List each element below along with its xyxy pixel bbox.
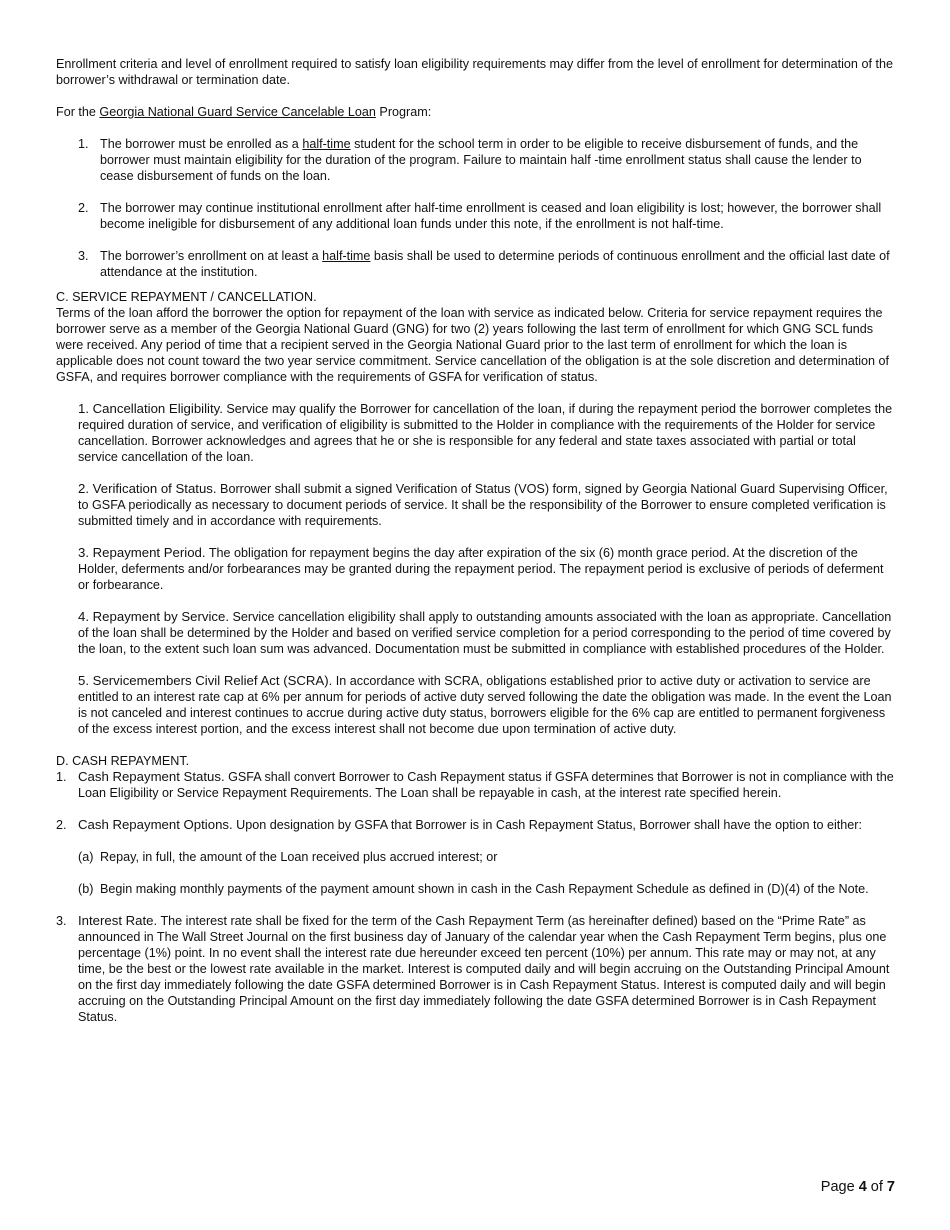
list-item: 1. Cancellation Eligibility. Service may qualify the Borrower for cancellation of the loan, if during the repayment period the borrower completes the required duration of service, and verification of eligibility is submitted to the Holder in compliance with the requirements of the Holder for service cancellation. Borrower acknowledges and agrees that he or she is responsible for any federal and state taxes associated with partial or total service cancellation of the loan. — [78, 401, 893, 464]
list-item: 4. Repayment by Service. Service cancellation eligibility shall apply to outstanding amounts associated with the loan as appropriate. Cancellation of the loan shall be determined by the Holder and based on verified service completion for a period corresponding to the period of time covered by the loan, to the extent such loan sum was advanced. Documentation must be submitted in compliance with established procedures of the Holder. — [78, 609, 892, 656]
list-item: 3. Repayment Period. The obligation for repayment begins the day after expiration of the six (6) month grace period. At the discretion of the Holder, deferments and/or forbearances may be granted during the repayment period. The repayment period is exclusive of periods of deferment or forbearance. — [78, 545, 884, 592]
program-name: Georgia National Guard Service Cancelable Loan — [99, 105, 376, 119]
list-item: 2. Verification of Status. Borrower shall submit a signed Verification of Status (VOS) form, signed by Georgia National Guard Supervising Officer, to GSFA periodically as necessary to document periods of service. It shall be the responsibility of the Borrower to ensure completed verification is submitted timely and in accordance with requirements. — [78, 481, 888, 528]
section-d-heading: D. CASH REPAYMENT. — [56, 754, 190, 768]
section-c-body: Terms of the loan afford the borrower the option for repayment of the loan with service as indicated below. Criteria for service repayment requires the borrower serve as a member of the Georgia National Guard (GNG) for two (2) years following the last term of enrollment for which GNG SCL funds were received. Any period of time that a recipient served in the Georgia National Guard prior to the last term of enrollment for which the loan is applicable does not count toward the two year service commitment. Service cancellation of the obligation is at the sole discretion and determination of GSFA, and requires borrower compliance with the requirements of GSFA for verification of status. — [56, 306, 890, 384]
list-item: 1. The borrower must be enrolled as a half-time student for the school term in order to be eligible to receive disbursement of funds, and the borrower must maintain eligibility for the duration of the program. Failure to maintain half -time enrollment status shall cause the lender to cease disbursement of funds on the loan. — [78, 137, 862, 183]
page-number: Page 4 of 7 — [820, 1179, 895, 1195]
list-item: 2. Cash Repayment Options. Upon designation by GSFA that Borrower is in Cash Repayment Status, Borrower shall have the option to either: — [56, 817, 862, 832]
list-item: 3. Interest Rate. The interest rate shall be fixed for the term of the Cash Repayment Term (as hereinafter defined) based on the “Prime Rate” as announced in The Wall Street Journal on the first business day of January of the calendar year when the Cash Repayment Term begins, plus one percentage (1%) point. In no event shall the interest rate due hereunder exceed ten percent (10%) per annum. This rate may or may not, at any time, be the best or the lowest rate available in the market. Interest is computed daily and will begin accruing on the Outstanding Principal Amount on the first day immediately following the date GSFA determined Borrower is in Cash Repayment Status. Interest is computed daily and will begin accruing on the Outstanding Principal Amount on the first day immediately following the date GSFA determined Borrower is in Cash Repayment Status. — [56, 913, 890, 1024]
list-item: (a) Repay, in full, the amount of the Loan received plus accrued interest; or — [78, 850, 498, 864]
program-intro: For the Georgia National Guard Service Cancelable Loan Program: — [56, 105, 432, 119]
list-item: 1. Cash Repayment Status. GSFA shall convert Borrower to Cash Repayment status if GSFA determines that Borrower is not in compliance with the Loan Eligibility or Service Repayment Requirements. The Loan shall be repayable in cash, at the interest rate specified herein. — [56, 769, 894, 800]
intro-paragraph: Enrollment criteria and level of enrollment required to satisfy loan eligibility requirements may differ from the level of enrollment for determination of the borrower’s withdrawal or termination date. — [56, 57, 893, 87]
list-item: 5. Servicemembers Civil Relief Act (SCRA). In accordance with SCRA, obligations established prior to active duty or activation to service are entitled to an interest rate cap at 6% per annum for periods of active duty served following the date the obligation was made. In the event the Loan is not canceled and interest continues to accrue during active duty status, borrowers eligible for the 6% cap are entitled to permanent forgiveness of the excess interest portion, and the excess interest shall not become due upon termination of active duty. — [78, 673, 892, 736]
list-item: 3. The borrower’s enrollment on at least a half-time basis shall be used to determine periods of continuous enrollment and the official last date of attendance at the institution. — [78, 249, 890, 279]
list-item: 2. The borrower may continue institutional enrollment after half-time enrollment is ceased and loan eligibility is lost; however, the borrower shall become ineligible for disbursement of any additional loan funds under this note, if the enrollment is not half-time. — [78, 201, 882, 231]
section-c-heading: C. SERVICE REPAYMENT / CANCELLATION. — [56, 290, 317, 304]
document-page — [56, 56, 896, 1025]
list-item: (b) Begin making monthly payments of the payment amount shown in cash in the Cash Repayment Schedule as defined in (D)(4) of the Note. — [78, 882, 869, 896]
